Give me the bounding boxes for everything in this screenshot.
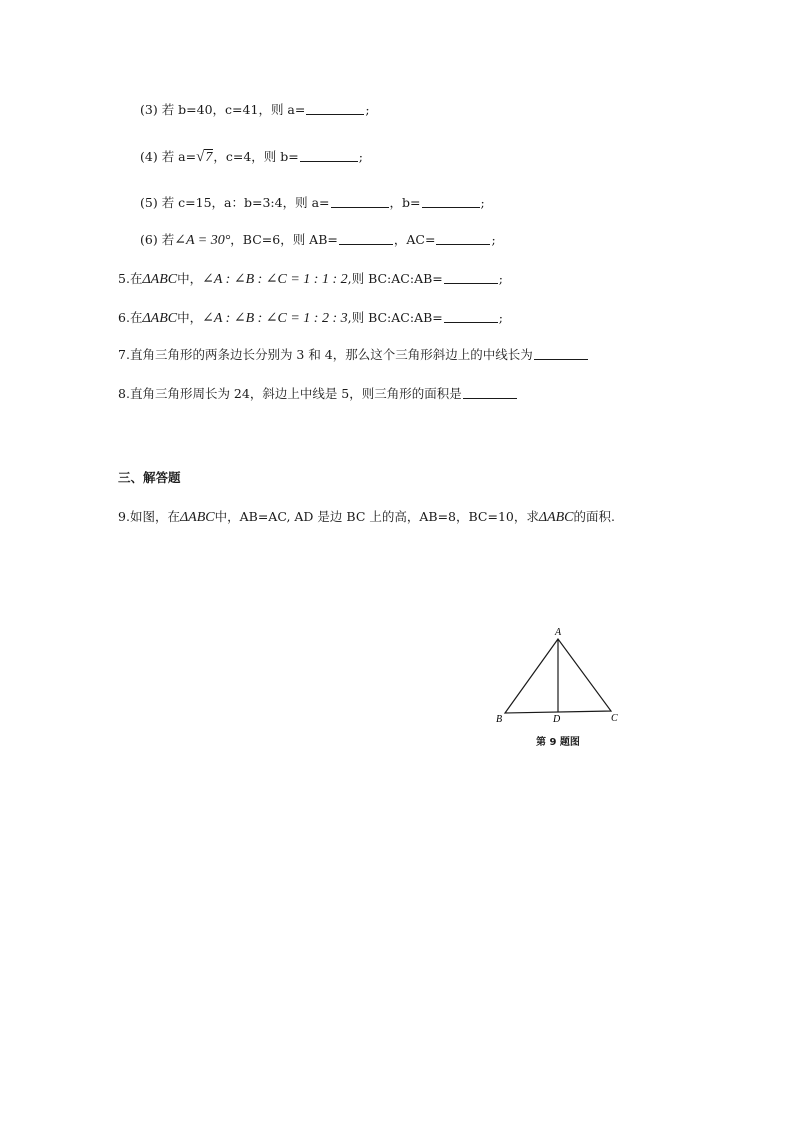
answer-blank[interactable] — [463, 397, 517, 399]
radicand: 7 — [205, 150, 213, 165]
q4-item-4: (4) 若 a=√7，c=4，则 b= ; — [140, 149, 363, 165]
question-text: 直角三角形的两条边长分别为 3 和 4，那么这个三角形斜边上的中线长为 — [129, 347, 533, 362]
answer-blank[interactable] — [300, 160, 358, 162]
question-text: 直角三角形周长为 24，斜边上中线是 5，则三角形的面积是 — [129, 386, 462, 401]
question-number: 7. — [118, 347, 130, 362]
item-text: 若 b=40，c=41，则 a= — [161, 102, 306, 117]
answer-blank[interactable] — [444, 321, 498, 323]
point-label-b: B — [496, 714, 503, 725]
q4-item-6: (6) 若∠A = 30°，BC=6，则 AB= ，AC= ; — [140, 232, 496, 248]
answer-blank-a[interactable] — [331, 206, 389, 208]
question-6: 6.在ΔABC中，∠A : ∠B : ∠C = 1 : 2 : 3,则 BC:AC:AB= ; — [118, 310, 503, 326]
item-number: (5) — [140, 195, 158, 210]
question-7 — [118, 346, 589, 364]
answer-blank[interactable] — [534, 358, 588, 360]
section-heading: 三、解答题 — [118, 470, 181, 485]
question-number: 5. — [118, 271, 130, 286]
question-9: 9.如图，在ΔABC中，AB=AC, AD 是边 BC 上的高，AB=8，BC=10，求ΔABC的面积. — [118, 509, 616, 525]
triangle-symbol-2: ΔABC — [538, 510, 574, 525]
point-label-d: D — [553, 714, 561, 725]
answer-blank-b[interactable] — [422, 206, 480, 208]
question-number: 8. — [118, 386, 130, 401]
figure-caption: 第 9 题图 — [536, 737, 580, 748]
item-number: (6) — [140, 232, 158, 247]
angle-ratio: ∠A : ∠B : ∠C = 1 : 1 : 2 — [202, 272, 348, 287]
item-number: (3) — [140, 102, 158, 117]
item-number: (4) — [140, 149, 158, 164]
answer-blank[interactable] — [306, 113, 364, 115]
triangle-symbol: ΔABC — [142, 311, 178, 326]
question-5: 5.在ΔABC中，∠A : ∠B : ∠C = 1 : 1 : 2,则 BC:AC:AB= ; — [118, 271, 503, 287]
answer-blank-ab[interactable] — [339, 243, 393, 245]
point-label-a: A — [555, 627, 562, 638]
answer-blank[interactable] — [444, 282, 498, 284]
triangle-symbol: ΔABC — [179, 510, 215, 525]
triangle-symbol: ΔABC — [142, 272, 178, 287]
angle-ratio: ∠A : ∠B : ∠C = 1 : 2 : 3 — [202, 311, 348, 326]
point-label-c: C — [611, 713, 618, 724]
sqrt-sign: √ — [196, 149, 205, 165]
question-number: 9. — [118, 509, 130, 524]
q4-item-3: (3) 若 b=40，c=41，则 a= ; — [140, 102, 370, 117]
angle-expression: ∠A = 30° — [174, 233, 231, 248]
q4-item-5: (5) 若 c=15，a：b=3:4，则 a= ，b= ; — [140, 195, 485, 210]
answer-blank-ac[interactable] — [436, 243, 490, 245]
question-8 — [118, 385, 518, 403]
question-number: 6. — [118, 310, 130, 325]
